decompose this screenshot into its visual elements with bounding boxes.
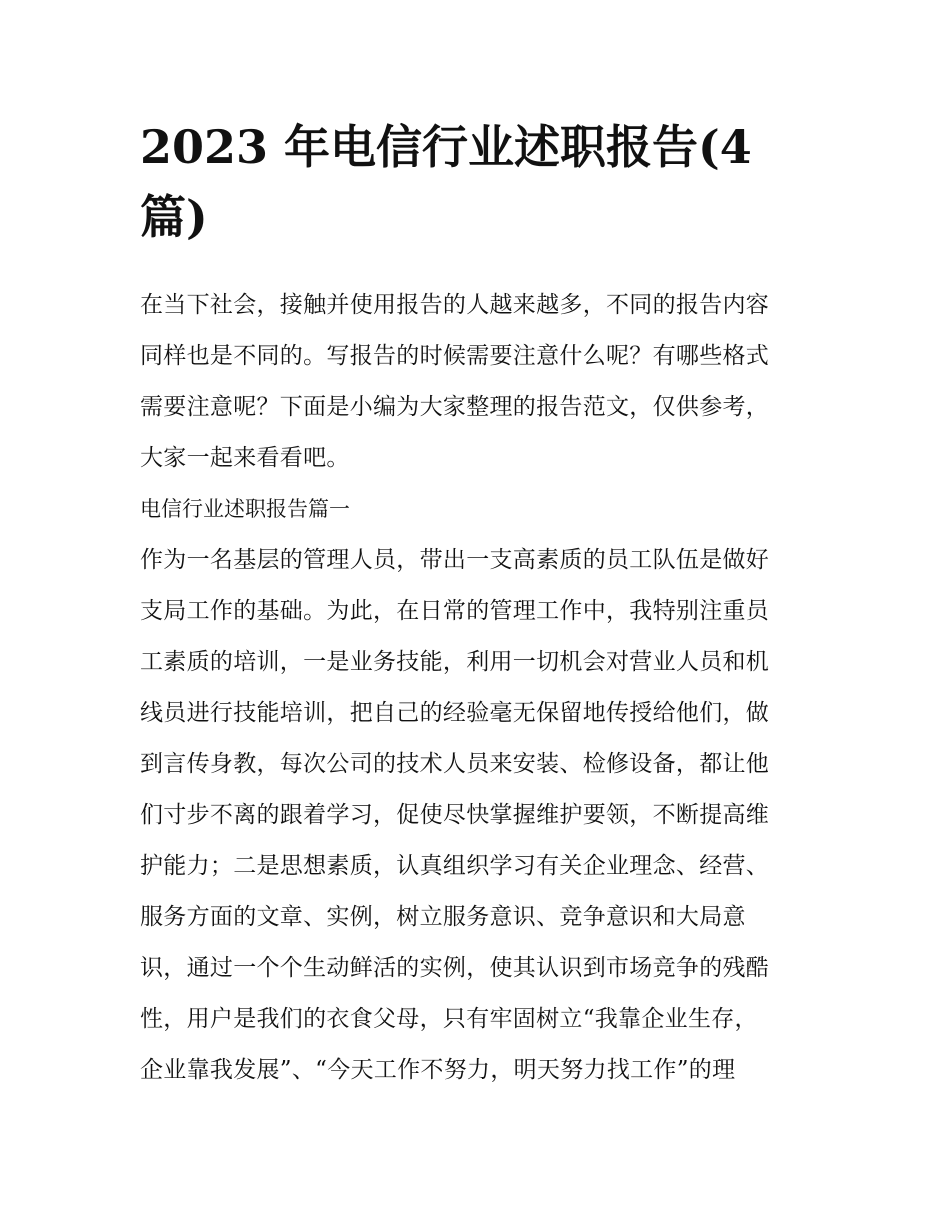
body-line: 服务方面的文章、实例，树立服务意识、竞争意识和大局意: [140, 904, 746, 930]
document-title: [140, 112, 812, 252]
body-line: 工素质的培训，一是业务技能，利用一切机会对营业人员和机: [140, 649, 770, 675]
body-line: 性，用户是我们的衣食父母，只有牢固树立“我靠企业生存，: [140, 1006, 758, 1032]
section-heading: 电信行业述职报告篇一: [140, 497, 350, 521]
body-line: 线员进行技能培训，把自己的经验毫无保留地传授给他们，做: [140, 700, 770, 726]
body-line: 作为一名基层的管理人员，带出一支高素质的员工队伍是做好: [140, 547, 770, 573]
intro-line: 需要注意呢？下面是小编为大家整理的报告范文，仅供参考，: [140, 394, 770, 420]
body-paragraph: [140, 535, 812, 1096]
document-body: [140, 280, 812, 1096]
document-page: [140, 112, 812, 1096]
body-line: 支局工作的基础。为此，在日常的管理工作中，我特别注重员: [140, 598, 770, 624]
body-line: 识，通过一个个生动鲜活的实例，使其认识到市场竞争的残酷: [140, 955, 770, 981]
body-line: 到言传身教，每次公司的技术人员来安装、检修设备，都让他: [140, 751, 770, 777]
intro-paragraph: [140, 280, 812, 484]
intro-line: 大家一起来看看吧。: [140, 445, 350, 471]
body-line: 们寸步不离的跟着学习，促使尽快掌握维护要领，不断提高维: [140, 802, 770, 828]
title-line-2: 篇): [140, 190, 208, 244]
body-line: 护能力；二是思想素质，认真组织学习有关企业理念、经营、: [140, 853, 770, 879]
intro-line: 同样也是不同的。写报告的时候需要注意什么呢？有哪些格式: [140, 343, 770, 369]
intro-line: 在当下社会，接触并使用报告的人越来越多，不同的报告内容: [140, 292, 770, 318]
title-line-1: 2023 年电信行业述职报告(4: [140, 120, 752, 174]
body-line: 企业靠我发展”、“今天工作不努力，明天努力找工作”的理: [140, 1057, 736, 1083]
